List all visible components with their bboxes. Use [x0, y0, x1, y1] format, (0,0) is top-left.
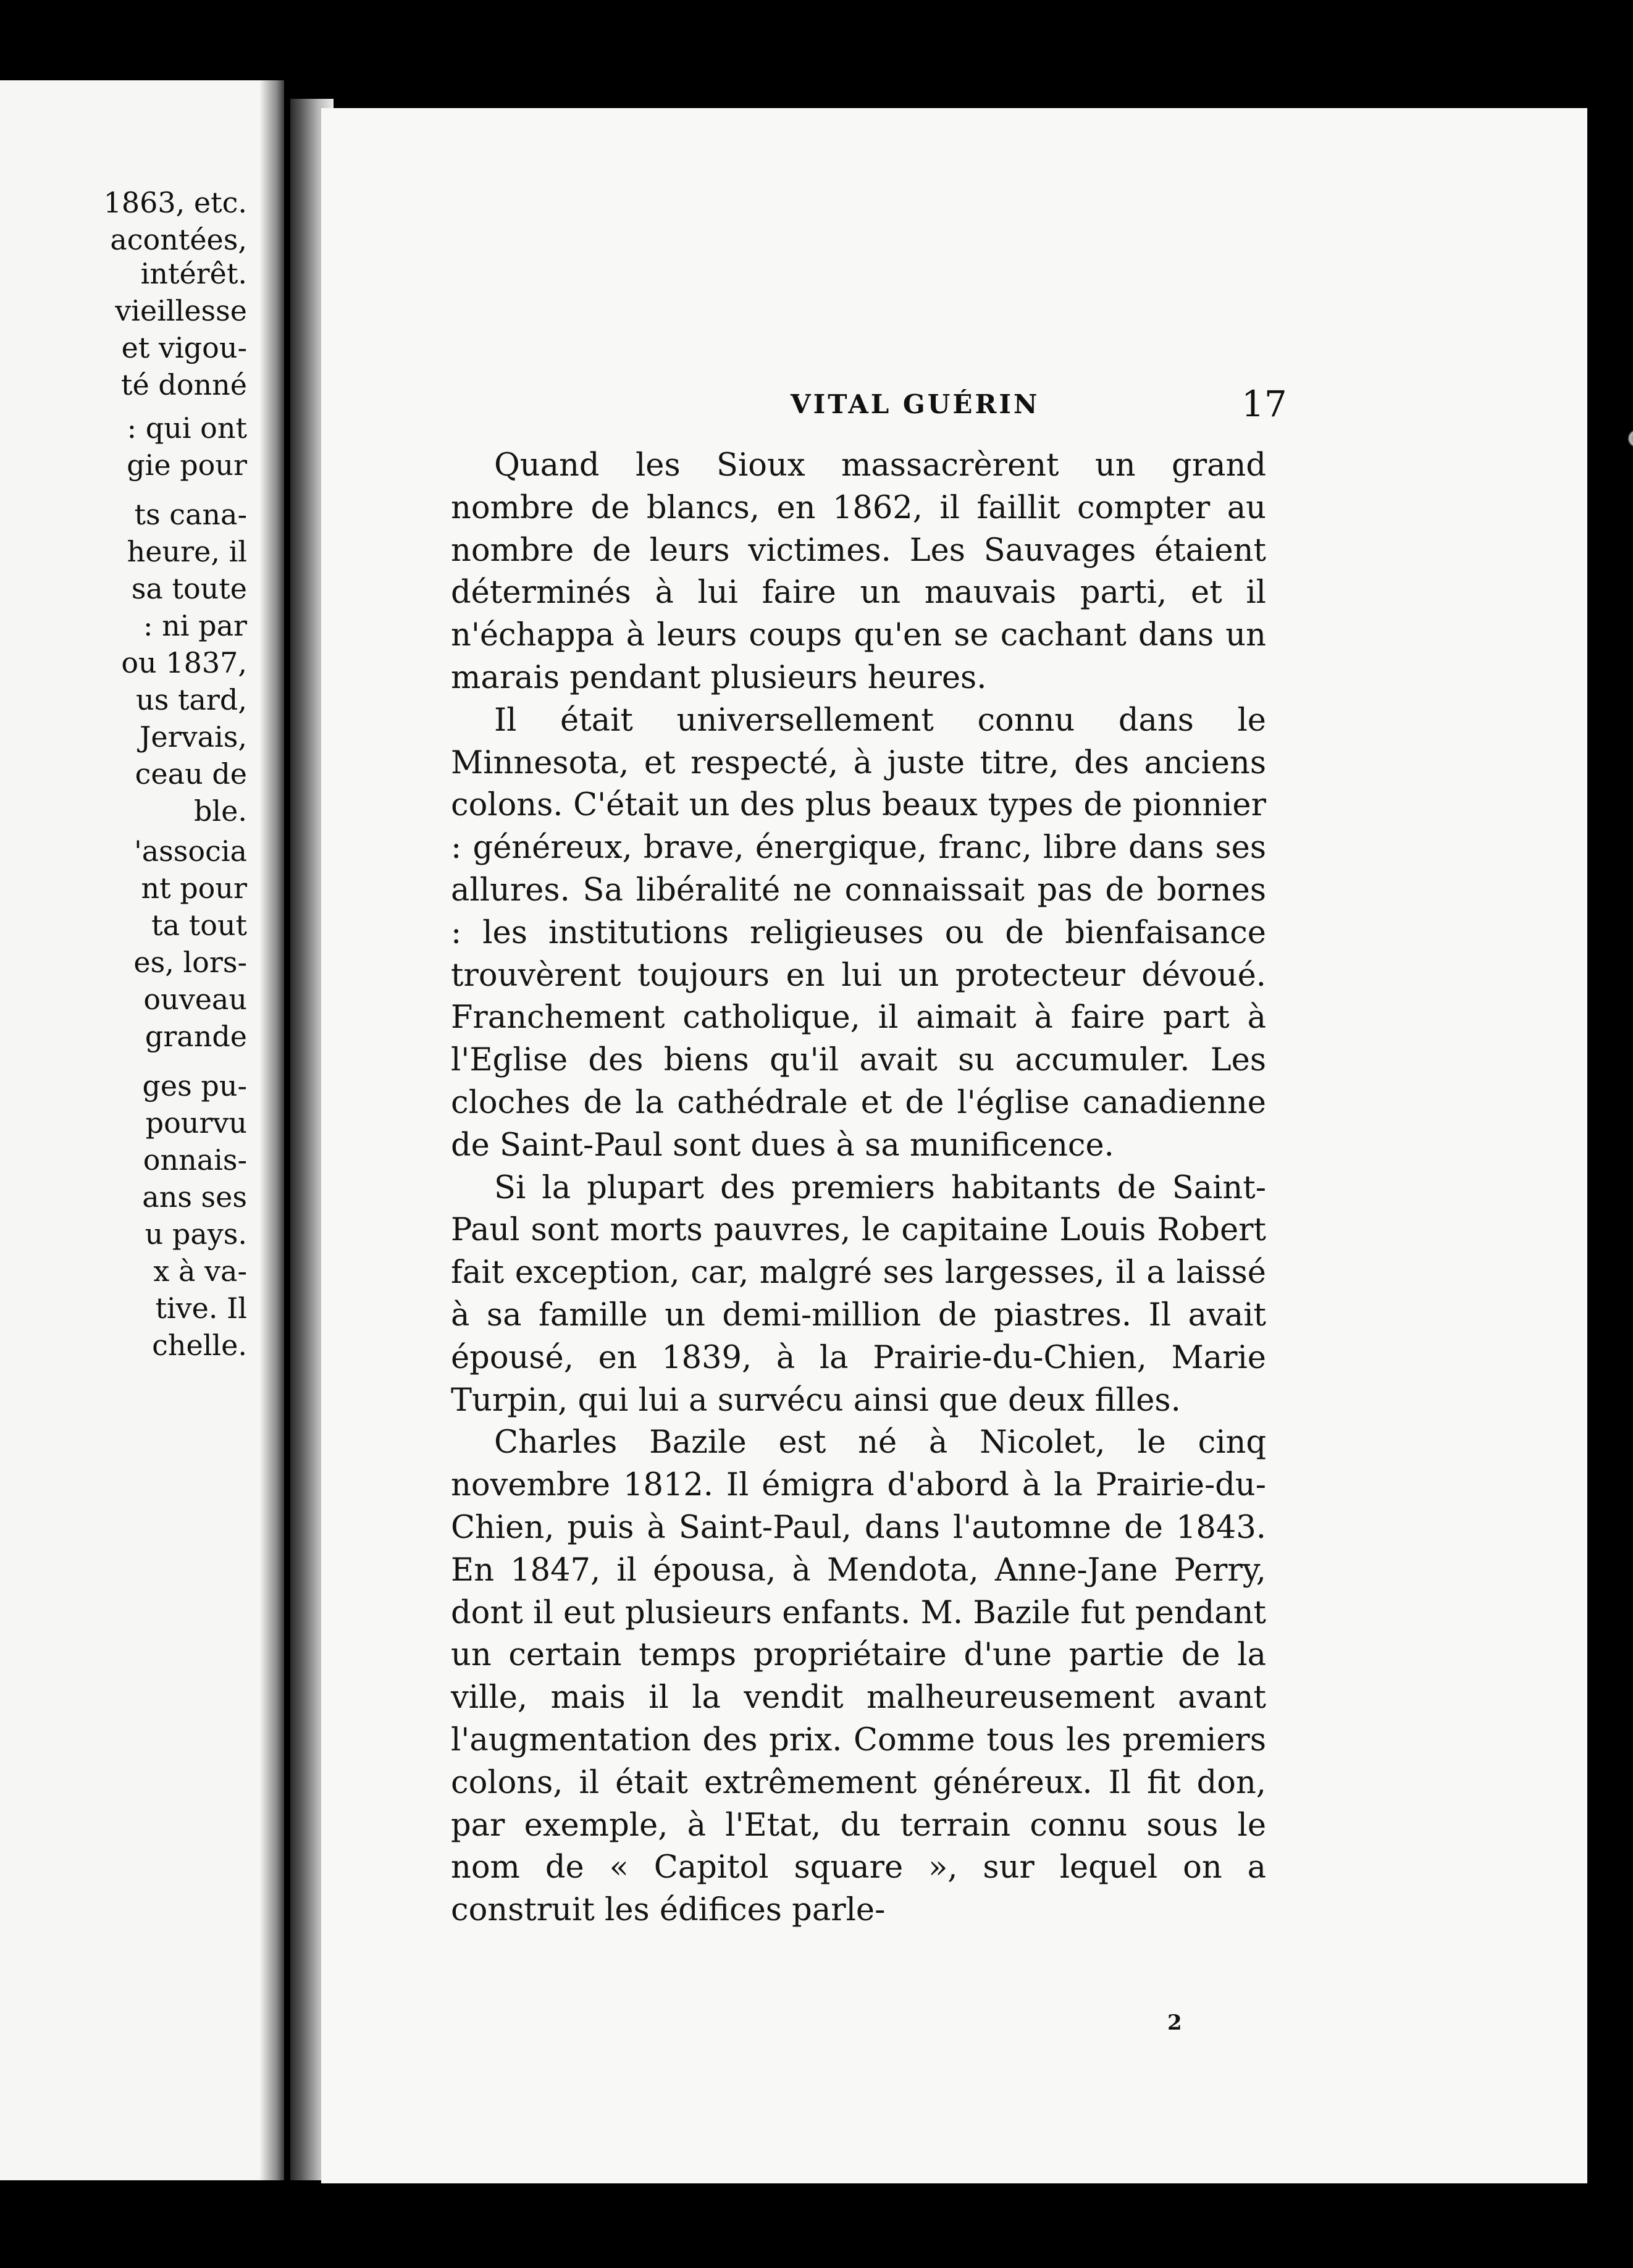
ink-smudge	[1627, 429, 1633, 448]
running-head: VITAL GUÉRIN	[791, 389, 1040, 419]
left-page-line: Jervais,	[139, 720, 247, 754]
body-text	[451, 445, 1266, 1932]
paragraph: Il était universellement connu dans le Minnesota, et respecté, à juste titre, des anciens colons. C'était un des plus beaux types de pionnier : généreux, brave, énergique, franc, libre dans ses allures. Sa libéralité ne connaissait pas de bornes : les institutions religieuses ou de bienfaisance trouvèrent toujours en lui un protecteur dévoué. Franchement catholique, il aimait à faire part à l'Eglise des biens qu'il avait su accumuler. Les cloches de la cathédrale et de l'église canadienne de Saint-Paul sont dues à sa munificence.	[451, 702, 1266, 1164]
left-page-line: pourvu	[145, 1106, 247, 1140]
left-page-line: 'associa	[134, 834, 247, 868]
left-page-line: ts cana-	[134, 498, 247, 531]
signature-mark: 2	[1167, 2010, 1182, 2035]
left-page-line: té donné	[121, 368, 247, 401]
paragraph: Si la plupart des premiers habitants de Saint-Paul sont morts pauvres, le capitaine Louis Robert fait exception, car, malgré ses largesses, il a laissé à sa famille un demi-million de piastres. Il avait épousé, en 1839, à la Prairie-du-Chien, Marie Turpin, qui lui a survécu ainsi que deux filles.	[451, 1169, 1266, 1419]
paragraph: Quand les Sioux massacrèrent un grand nombre de blancs, en 1862, il faillit compter au nombre de leurs victimes. Les Sauvages étaient déterminés à lui faire un mauvais parti, et il n'échappa à leurs coups qu'en se cachant dans un marais pendant plusieurs heures.	[451, 447, 1266, 696]
left-page-line: ouveau	[143, 983, 247, 1016]
left-page-line: ges pu-	[142, 1069, 247, 1102]
left-page-line: tive. Il	[155, 1292, 247, 1325]
paragraph: Charles Bazile est né à Nicolet, le cinq novembre 1812. Il émigra d'abord à la Prairie-du-Chien, puis à Saint-Paul, dans l'automne de 1843. En 1847, il épousa, à Mendota, Anne-Jane Perry, dont il eut plusieurs enfants. M. Bazile fut pendant un certain temps propriétaire d'une partie de la ville, mais il la vendit malheureusement avant l'augmentation des prix. Comme tous les premiers colons, il était extrêmement généreux. Il fit don, par exemple, à l'Etat, du terrain connu sous le nom de « Capitol square », sur lequel on a construit les édifices parle-	[451, 1424, 1266, 1929]
left-page-line: ceau de	[135, 757, 247, 791]
left-page-line: nt pour	[141, 872, 247, 905]
left-page-line: u pays.	[145, 1217, 247, 1251]
left-page-line: acontées,	[110, 223, 247, 256]
left-page-line: chelle.	[152, 1329, 247, 1362]
left-page-line: onnais-	[143, 1143, 247, 1177]
left-page-line: vieillesse	[115, 294, 247, 327]
page-header	[321, 383, 1587, 425]
left-page-line: : ni par	[143, 609, 247, 642]
left-page-line: ou 1837,	[121, 646, 247, 679]
left-page-line: ans ses	[142, 1180, 247, 1214]
right-page	[321, 108, 1587, 2183]
left-page-line: grande	[145, 1020, 247, 1053]
left-page-fold	[259, 80, 284, 2180]
left-page-line: gie pour	[127, 448, 247, 482]
left-page-line: us tard,	[136, 683, 247, 716]
left-page-line: heure, il	[127, 535, 247, 568]
left-page-line: x à va-	[153, 1254, 247, 1288]
left-page-line: ta tout	[151, 909, 247, 942]
left-page-line: 1863, etc.	[103, 186, 247, 219]
left-page-line: intérêt.	[140, 257, 247, 290]
page-number: 17	[1241, 383, 1287, 425]
left-page-line: ble.	[193, 794, 247, 828]
left-page-line: sa toute	[131, 572, 247, 605]
left-page-fragment	[0, 80, 284, 2180]
left-page-line: : qui ont	[127, 411, 247, 445]
left-page-line: et vigou-	[121, 331, 247, 364]
left-page-line: es, lors-	[133, 946, 247, 979]
